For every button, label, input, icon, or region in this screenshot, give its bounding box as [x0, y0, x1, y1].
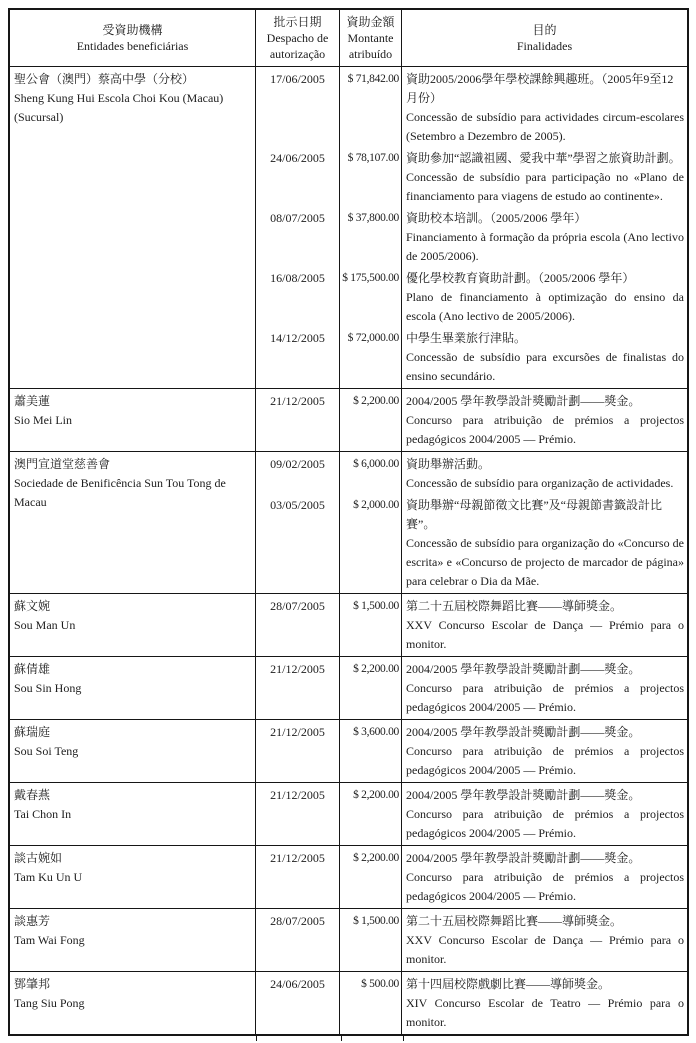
entity-name-zh: 澳門宣道堂慈善會 [14, 457, 111, 471]
grant-amount: $ 78,107.00 [340, 146, 402, 206]
purpose-zh: 資助舉辦活動。 [406, 457, 491, 471]
entity-name-zh: 蘇文婉 [14, 599, 51, 613]
entity-name-pt: Sou Man Un [14, 618, 76, 632]
table-row [10, 656, 687, 719]
header-entities-pt: Entidades beneficiárias [76, 39, 189, 53]
header-purpose-pt: Finalidades [516, 39, 573, 53]
entity-cell [10, 720, 256, 782]
grant-entry [256, 493, 687, 593]
entity-name-pt: Tam Ku Un U [14, 870, 83, 884]
grant-amount: $ 72,000.00 [340, 326, 402, 388]
purpose-pt: Concessão de subsídio para excursões de finalistas do ensino secundário. [406, 350, 684, 383]
authorization-date: 16/08/2005 [256, 266, 340, 326]
purpose-pt: Concurso para atribuição de prémios a projectos pedagógicos 2004/2005 — Prémio. [406, 681, 684, 714]
grant-amount: $ 1,500.00 [340, 909, 402, 971]
grant-entry [256, 720, 687, 782]
purpose-pt: XXV Concurso Escolar de Dança — Prémio para o monitor. [406, 933, 684, 966]
purpose-cell [402, 783, 687, 845]
purpose-cell [402, 389, 687, 451]
table-row [10, 388, 687, 451]
purpose-cell [402, 67, 687, 146]
purpose-zh: 優化學校教育資助計劃。（2005/2006 學年） [406, 271, 635, 285]
row-entries [256, 389, 687, 451]
column-line-stubs [8, 1036, 689, 1043]
purpose-cell [402, 493, 687, 593]
purpose-pt: Concurso para atribuição de prémios a projectos pedagógicos 2004/2005 — Prémio. [406, 744, 684, 777]
authorization-date: 03/05/2005 [256, 493, 340, 593]
entity-cell [10, 657, 256, 719]
purpose-zh: 第十四屆校際戲劇比賽——導師獎金。 [406, 977, 611, 991]
entity-cell [10, 389, 256, 451]
purpose-pt: Plano de financiamento à optimização do ensino da escola (Ano lectivo de 2005/2006). [406, 290, 684, 323]
grant-entry [256, 909, 687, 971]
entity-cell [10, 972, 256, 1034]
purpose-pt: Concessão de subsídio para organização do «Concurso de escrita» e «Concurso de projecto de marcador de página» para celebrar o Dia da Mãe. [406, 536, 684, 588]
purpose-pt: Concurso para atribuição de prémios a projectos pedagógicos 2004/2005 — Prémio. [406, 807, 684, 840]
grant-amount: $ 3,600.00 [340, 720, 402, 782]
grant-entry [256, 657, 687, 719]
entity-cell [10, 452, 256, 593]
authorization-date: 21/12/2005 [256, 846, 340, 908]
purpose-zh: 資助校本培訓。（2005/2006 學年） [406, 211, 587, 225]
authorization-date: 21/12/2005 [256, 657, 340, 719]
purpose-zh: 2004/2005 學年教學設計獎勵計劃——獎金。 [406, 394, 641, 408]
purpose-cell [402, 146, 687, 206]
header-amount-zh: 資助金額 [346, 15, 395, 29]
authorization-date: 28/07/2005 [256, 594, 340, 656]
purpose-cell [402, 846, 687, 908]
purpose-cell [402, 972, 687, 1034]
row-entries [256, 67, 687, 388]
purpose-zh: 中學生畢業旅行津貼。 [406, 331, 527, 345]
purpose-pt: Concurso para atribuição de prémios a projectos pedagógicos 2004/2005 — Prémio. [406, 413, 684, 446]
table-row [10, 67, 687, 388]
entity-name-pt: Sio Mei Lin [14, 413, 73, 427]
entity-cell [10, 594, 256, 656]
table-body [10, 67, 687, 1034]
grant-entry [256, 783, 687, 845]
authorization-date: 24/06/2005 [256, 146, 340, 206]
header-amount [340, 10, 402, 66]
purpose-zh: 2004/2005 學年教學設計獎勵計劃——獎金。 [406, 725, 641, 739]
header-entities-zh: 受資助機構 [102, 23, 163, 37]
column-line-stub [341, 1036, 342, 1041]
grant-amount: $ 175,500.00 [340, 266, 402, 326]
header-amount-pt2: atribuído [348, 47, 393, 61]
entity-name-pt: Tam Wai Fong [14, 933, 85, 947]
grant-entry [256, 326, 687, 388]
grant-entry [256, 206, 687, 266]
purpose-zh: 第二十五屆校際舞蹈比賽——導師獎金。 [406, 599, 623, 613]
header-date-pt2: autorização [269, 47, 326, 61]
grant-entry [256, 594, 687, 656]
header-date-zh: 批示日期 [273, 15, 322, 29]
entity-name-pt: Sou Sin Hong [14, 681, 82, 695]
grant-entry [256, 146, 687, 206]
table-row [10, 451, 687, 593]
row-entries [256, 783, 687, 845]
authorization-date: 21/12/2005 [256, 389, 340, 451]
purpose-cell [402, 657, 687, 719]
table-row [10, 971, 687, 1034]
row-entries [256, 846, 687, 908]
grant-amount: $ 2,200.00 [340, 783, 402, 845]
authorization-date: 17/06/2005 [256, 67, 340, 146]
subsidy-table [8, 8, 689, 1036]
purpose-pt: Financiamento à formação da própria escola (Ano lectivo de 2005/2006). [406, 230, 684, 263]
authorization-date: 28/07/2005 [256, 909, 340, 971]
grant-entry [256, 389, 687, 451]
column-line-stub [256, 1036, 257, 1041]
authorization-date: 21/12/2005 [256, 720, 340, 782]
authorization-date: 08/07/2005 [256, 206, 340, 266]
purpose-zh: 2004/2005 學年教學設計獎勵計劃——獎金。 [406, 851, 641, 865]
purpose-cell [402, 909, 687, 971]
entity-name-pt: Sociedade de Benificência Sun Tou Tong de Macau [14, 476, 226, 509]
purpose-cell [402, 720, 687, 782]
purpose-pt: Concessão de subsídio para actividades circum-escolares (Setembro a Dezembro de 2005). [406, 110, 684, 143]
table-row [10, 719, 687, 782]
authorization-date: 14/12/2005 [256, 326, 340, 388]
grant-entry [256, 266, 687, 326]
grant-entry [256, 972, 687, 1034]
purpose-pt: Concurso para atribuição de prémios a projectos pedagógicos 2004/2005 — Prémio. [406, 870, 684, 903]
purpose-pt: XXV Concurso Escolar de Dança — Prémio para o monitor. [406, 618, 684, 651]
entity-name-zh: 蘇倩雄 [14, 662, 51, 676]
purpose-cell [402, 452, 687, 493]
entity-cell [10, 909, 256, 971]
entity-name-zh: 蕭美蓮 [14, 394, 51, 408]
entity-cell [10, 783, 256, 845]
header-entities [10, 10, 256, 66]
entity-name-zh: 鄧肇邦 [14, 977, 51, 991]
grant-entry [256, 67, 687, 146]
header-purpose-zh: 目的 [532, 23, 557, 37]
authorization-date: 09/02/2005 [256, 452, 340, 493]
purpose-zh: 資助舉辦“母親節徵文比賽”及“母親節書籤設計比賽”。 [406, 498, 662, 531]
row-entries [256, 452, 687, 593]
header-date [256, 10, 340, 66]
purpose-cell [402, 266, 687, 326]
entity-name-pt: Sou Soi Teng [14, 744, 79, 758]
entity-name-zh: 談古婉如 [14, 851, 63, 865]
table-row [10, 593, 687, 656]
table-row [10, 908, 687, 971]
grant-entry [256, 452, 687, 493]
header-amount-pt1: Montante [347, 31, 394, 45]
entity-name-zh: 戴春燕 [14, 788, 51, 802]
grant-amount: $ 500.00 [340, 972, 402, 1034]
authorization-date: 24/06/2005 [256, 972, 340, 1034]
row-entries [256, 972, 687, 1034]
grant-amount: $ 2,200.00 [340, 657, 402, 719]
grant-amount: $ 2,000.00 [340, 493, 402, 593]
purpose-zh: 2004/2005 學年教學設計獎勵計劃——獎金。 [406, 662, 641, 676]
entity-name-pt: Sheng Kung Hui Escola Choi Kou (Macau) (Sucursal) [14, 91, 224, 124]
entity-name-zh: 蘇瑞庭 [14, 725, 51, 739]
purpose-zh: 資助2005/2006學年學校課餘興趣班。（2005年9至12月份） [406, 72, 674, 105]
entity-name-pt: Tang Siu Pong [14, 996, 85, 1010]
purpose-cell [402, 326, 687, 388]
entity-cell [10, 67, 256, 388]
grant-amount: $ 37,800.00 [340, 206, 402, 266]
purpose-zh: 2004/2005 學年教學設計獎勵計劃——獎金。 [406, 788, 641, 802]
grant-entry [256, 846, 687, 908]
authorization-date: 21/12/2005 [256, 783, 340, 845]
table-row [10, 845, 687, 908]
entity-name-zh: 聖公會（澳門）蔡高中學（分校） [14, 72, 195, 86]
grant-amount: $ 6,000.00 [340, 452, 402, 493]
purpose-pt: XIV Concurso Escolar de Teatro — Prémio para o monitor. [406, 996, 684, 1029]
purpose-pt: Concessão de subsídio para organização de actividades. [406, 476, 674, 490]
row-entries [256, 594, 687, 656]
row-entries [256, 657, 687, 719]
purpose-cell [402, 594, 687, 656]
purpose-zh: 資助參加“認識祖國、愛我中華”學習之旅資助計劃。 [406, 151, 681, 165]
table-header [10, 10, 687, 67]
grant-amount: $ 2,200.00 [340, 846, 402, 908]
header-date-pt1: Despacho de [266, 31, 329, 45]
grant-amount: $ 71,842.00 [340, 67, 402, 146]
header-purpose [402, 10, 687, 66]
grant-amount: $ 2,200.00 [340, 389, 402, 451]
purpose-cell [402, 206, 687, 266]
column-line-stub [403, 1036, 404, 1041]
entity-name-pt: Tai Chon In [14, 807, 72, 821]
entity-cell [10, 846, 256, 908]
purpose-pt: Concessão de subsídio para participação no «Plano de financiamento para viagens de estudo ao continente». [406, 170, 684, 203]
row-entries [256, 720, 687, 782]
table-row [10, 782, 687, 845]
grant-amount: $ 1,500.00 [340, 594, 402, 656]
row-entries [256, 909, 687, 971]
entity-name-zh: 談惠芳 [14, 914, 51, 928]
purpose-zh: 第二十五屆校際舞蹈比賽——導師獎金。 [406, 914, 623, 928]
